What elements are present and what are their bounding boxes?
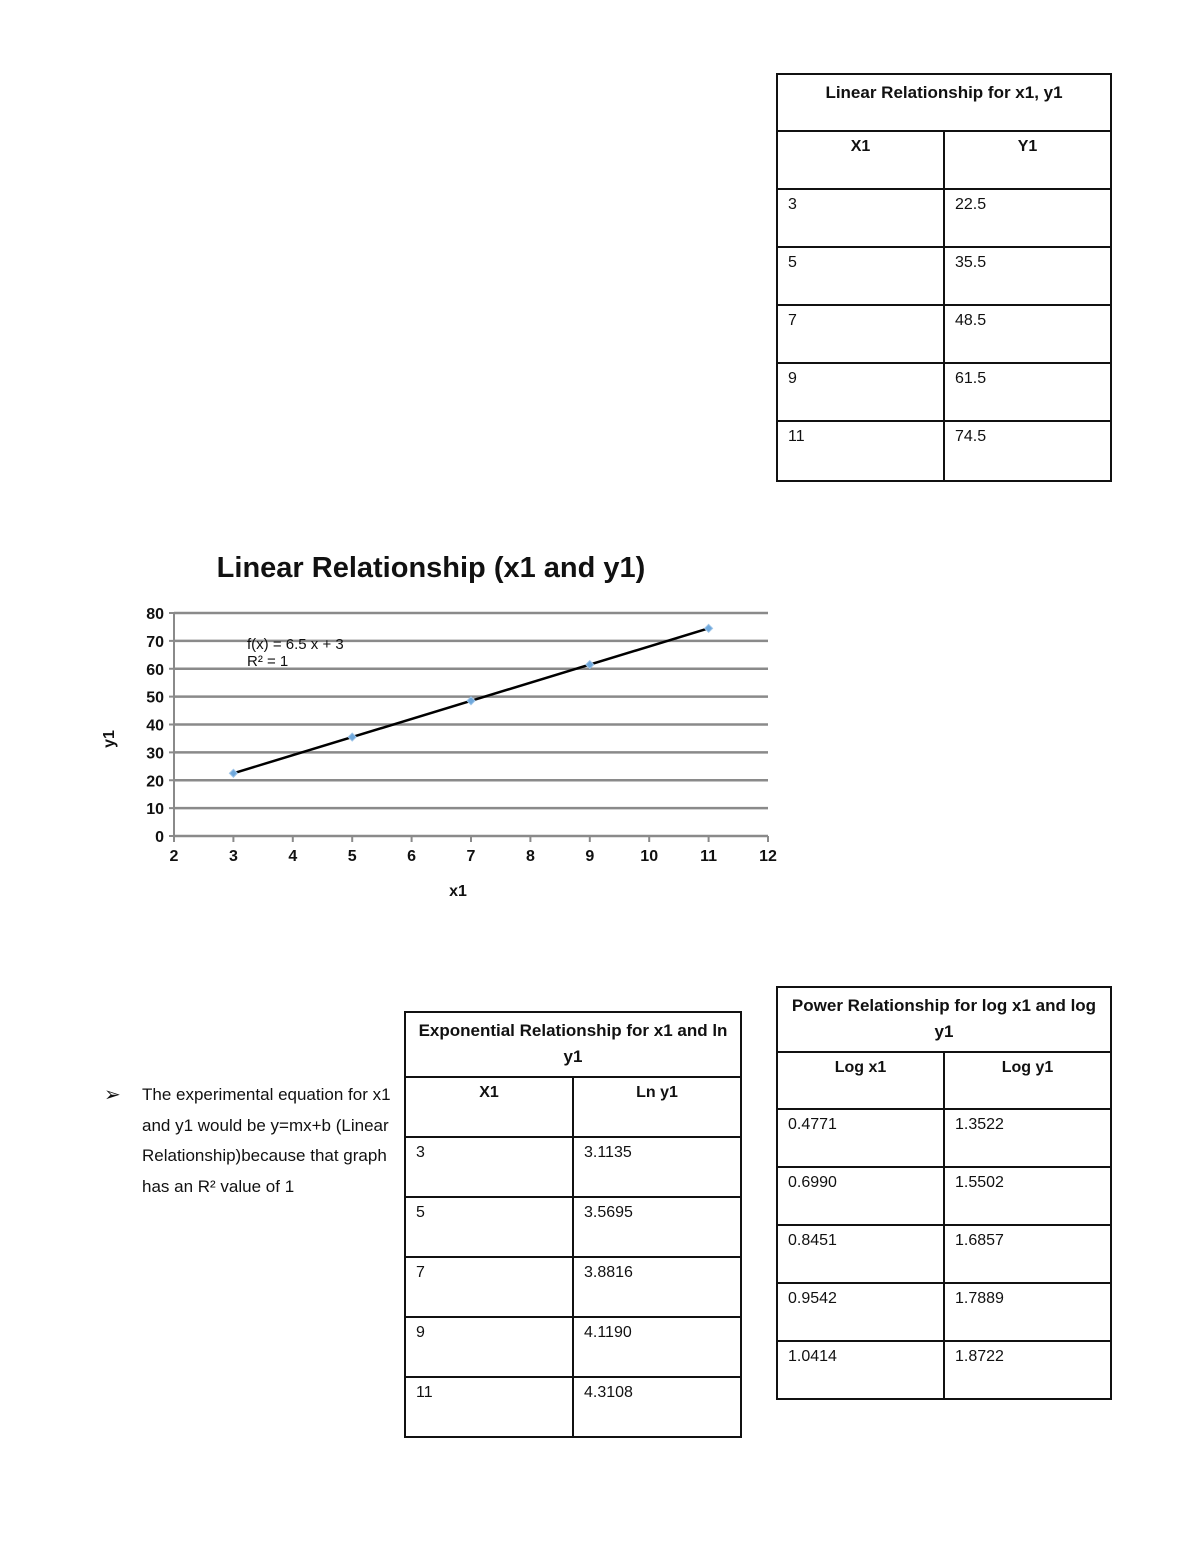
table-cell: 11: [777, 421, 944, 481]
table-cell: 4.1190: [573, 1317, 741, 1377]
table-row: [777, 1167, 1111, 1225]
y-axis-label: y1: [101, 730, 118, 748]
column-header: Log x1: [777, 1052, 944, 1109]
table-cell: 48.5: [944, 305, 1111, 363]
column-header: X1: [777, 131, 944, 189]
table-row: [777, 1109, 1111, 1167]
table-row: [777, 247, 1111, 305]
y-tick-label: 50: [146, 689, 164, 707]
table-cell: 5: [405, 1197, 573, 1257]
y-tick-label: 60: [146, 661, 164, 679]
column-header: X1: [405, 1077, 573, 1137]
table-cell: 74.5: [944, 421, 1111, 481]
table-row: [405, 1197, 741, 1257]
chart-title: Linear Relationship (x1 and y1): [216, 552, 646, 584]
data-point: [229, 769, 237, 777]
table-cell: 4.3108: [573, 1377, 741, 1437]
x-tick-label: 6: [407, 848, 417, 865]
table-cell: 3: [405, 1137, 573, 1197]
x-tick-label: 9: [585, 848, 595, 865]
table-row: [777, 189, 1111, 247]
x-axis-label: x1: [449, 883, 467, 900]
table-cell: 3.1135: [573, 1137, 741, 1197]
table-cell: 22.5: [944, 189, 1111, 247]
table-cell: 1.8722: [944, 1341, 1111, 1399]
y-tick-label: 80: [146, 606, 164, 623]
table-row: [405, 1317, 741, 1377]
linear-relationship-table: [776, 73, 1112, 482]
table-row: [777, 1341, 1111, 1399]
data-point: [705, 624, 713, 632]
column-header: Y1: [944, 131, 1111, 189]
r-squared-label: R² = 1: [247, 653, 289, 670]
table-cell: 9: [405, 1317, 573, 1377]
power-relationship-table: [776, 986, 1112, 1400]
table-cell: 1.3522: [944, 1109, 1111, 1167]
table-cell: 0.6990: [777, 1167, 944, 1225]
y-tick-label: 10: [146, 801, 164, 819]
x-tick-label: 12: [759, 848, 777, 865]
x-tick-label: 10: [640, 848, 659, 865]
linear-relationship-chart: [90, 540, 790, 910]
table-cell: 1.0414: [777, 1341, 944, 1399]
x-tick-label: 3: [228, 848, 238, 865]
y-tick-label: 30: [146, 745, 164, 763]
table-cell: 0.9542: [777, 1283, 944, 1341]
table-cell: 3: [777, 189, 944, 247]
table-cell: 1.7889: [944, 1283, 1111, 1341]
table-row: [777, 1283, 1111, 1341]
table-row: [405, 1137, 741, 1197]
table-row: [777, 1225, 1111, 1283]
exponential-relationship-table: [404, 1011, 742, 1438]
arrow-bullet-icon: ➢: [104, 1084, 121, 1106]
table-row: [405, 1377, 741, 1437]
table-cell: 1.6857: [944, 1225, 1111, 1283]
x-tick-label: 11: [700, 848, 718, 865]
y-tick-label: 20: [146, 773, 164, 791]
table-cell: 0.8451: [777, 1225, 944, 1283]
table-cell: 5: [777, 247, 944, 305]
x-tick-label: 2: [169, 848, 179, 865]
table-row: [405, 1257, 741, 1317]
y-tick-label: 40: [146, 717, 164, 735]
table-cell: 0.4771: [777, 1109, 944, 1167]
column-header: Log y1: [944, 1052, 1111, 1109]
table-cell: 11: [405, 1377, 573, 1437]
table-row: [777, 421, 1111, 481]
y-tick-label: 0: [155, 829, 164, 846]
data-point: [467, 697, 475, 705]
table-cell: 7: [777, 305, 944, 363]
table-title: Linear Relationship for x1, y1: [777, 74, 1111, 131]
table-title: Power Relationship for log x1 and log y1: [777, 987, 1111, 1052]
table-title: Exponential Relationship for x1 and ln y1: [405, 1012, 741, 1077]
x-tick-label: 5: [347, 848, 357, 865]
y-tick-label: 70: [146, 633, 164, 651]
table-row: [777, 363, 1111, 421]
data-point: [586, 661, 594, 669]
x-tick-label: 4: [288, 848, 298, 865]
column-header: Ln y1: [573, 1077, 741, 1137]
table-cell: 35.5: [944, 247, 1111, 305]
table-cell: 9: [777, 363, 944, 421]
table-cell: 3.8816: [573, 1257, 741, 1317]
trendline-equation: f(x) = 6.5 x + 3: [247, 636, 344, 653]
conclusion-text: The experimental equation for x1 and y1 would be y=mx+b (Linear Relationship)because that graph has an R² value of 1: [142, 1085, 391, 1196]
table-cell: 1.5502: [944, 1167, 1111, 1225]
table-row: [777, 305, 1111, 363]
x-tick-label: 8: [525, 848, 535, 865]
data-point: [348, 733, 356, 741]
x-tick-label: 7: [466, 848, 476, 865]
table-cell: 3.5695: [573, 1197, 741, 1257]
table-cell: 7: [405, 1257, 573, 1317]
table-cell: 61.5: [944, 363, 1111, 421]
